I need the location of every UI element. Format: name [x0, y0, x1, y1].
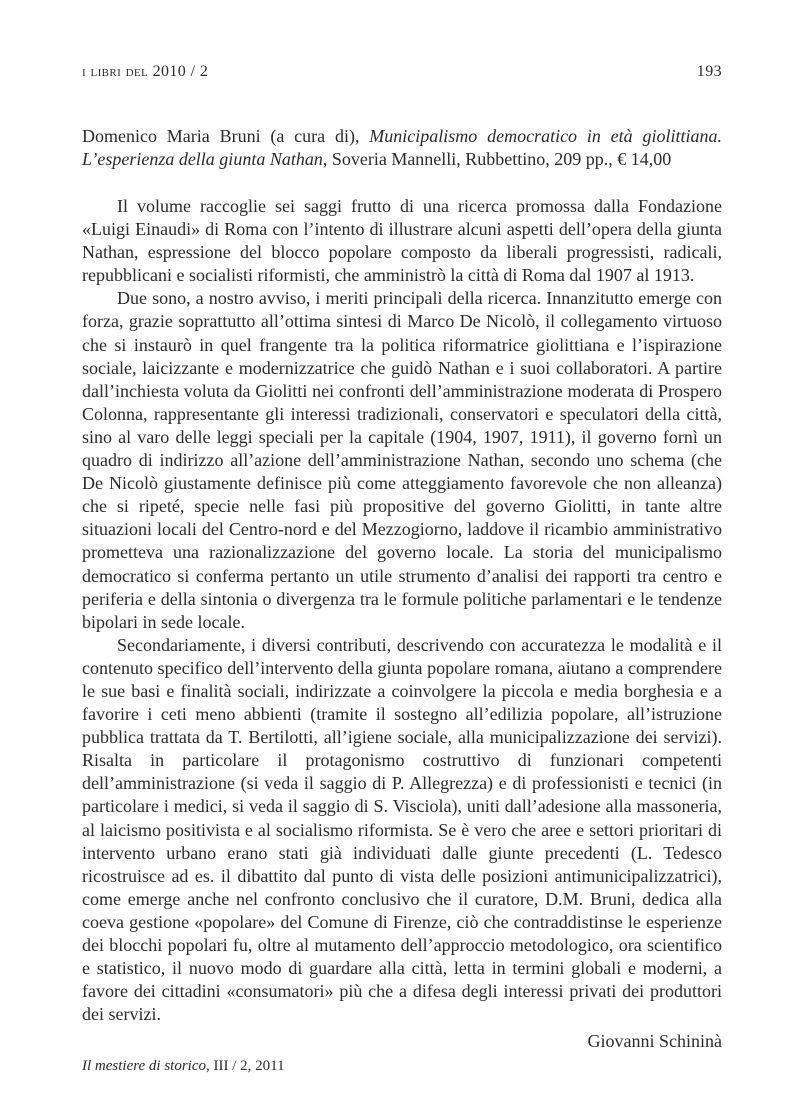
running-head-issue: 2010 / 2: [152, 63, 209, 80]
citation-title: Municipalismo democratico in età giolittiana. L’esperienza della giunta Nathan: [82, 126, 722, 169]
running-head-left: [82, 63, 208, 81]
review-body: [82, 195, 722, 1053]
running-head: [82, 63, 722, 87]
footer-journal: Il mestiere di storico: [82, 1058, 207, 1074]
review-paragraph: Due sono, a nostro avviso, i meriti principali della ricerca. Innanzitutto emerge con forza, grazie soprattutto all’ottima sintesi di Marco De Nicolò, il collegamento virtuoso che si instaurò in quel frangente tra la politica riformatrice giolittiana e l’ispirazione sociale, laicizzante e modernizzatrice che guidò Nathan e i suoi collaboratori. A partire dall’inchiesta voluta da Giolitti nei confronti dell’amministrazione moderata di Prospero Colonna, rappresentante gli interessi tradizionali, conservatori e speculatori della città, sino al varo delle leggi speciali per la capitale (1904, 1907, 1911), il governo fornì un quadro di indirizzo all’azione dell’amministrazione Nathan, secondo uno schema (che De Nicolò giustamente definisce più come atteggiamento favorevole che non alleanza) che si ripeté, specie nelle fasi più propositive del governo Giolitti, in tante altre situazioni locali del Centro-nord e del Mezzogiorno, laddove il ricambio amministrativo prometteva una razionalizzazione del governo locale. La storia del municipalismo democratico si conferma pertanto un utile strumento d’analisi dei rapporti tra centro e periferia e della sintonia o divergenza tra le formule politiche parlamentari e le tendenze bipolari in sede locale.: [82, 288, 722, 632]
citation-author: Domenico Maria Bruni (a cura di),: [82, 126, 370, 146]
footer-issue: , III / 2, 2011: [206, 1058, 285, 1074]
citation-publication: , Soveria Mannelli, Rubbettino, 209 pp., € 14,00: [322, 149, 672, 169]
review-paragraph: Il volume raccoglie sei saggi frutto di una ricerca promossa dalla Fondazione «Luigi Einaudi» di Roma con l’intento di illustrare alcuni aspetti dell’opera della giunta Nathan, espressione del blocco popolare composto da liberali progressisti, radicali, repubblicani e socialisti riformisti, che amministrò la città di Roma dal 1907 al 1913.: [82, 196, 722, 286]
running-head-title: i libri del: [82, 63, 149, 80]
page-footer: [82, 1058, 285, 1075]
review-author-signature: Giovanni Schininà: [587, 1031, 722, 1052]
page-number: 193: [696, 63, 722, 80]
review-paragraph: Secondariamente, i diversi contributi, descrivendo con accuratezza le modalità e il contenuto specifico dell’intervento della giunta popolare romana, aiutano a comprendere le sue basi e finalità sociali, indirizzate a coinvolgere la piccola e media borghesia e a favorire i ceti meno abbienti (tramite il sostegno all’edilizia popolare, all’istruzione pubblica trattata da T. Bertilotti, all’igiene sociale, alla municipalizzazione dei servizi). Risalta in particolare il protagonismo costruttivo di funzionari competenti dell’amministrazione (si veda il saggio di P. Allegrezza) e di professionisti e tecnici (in particolare i medici, si veda il saggio di S. Visciola), uniti dall’adesione alla massoneria, al laicismo positivista e al socialismo riformista. Se è vero che aree e settori prioritari di intervento urbano erano stati già individuati dalle giunte precedenti (L. Tedesco ricostruisce ad es. il dibattito dal punto di vista delle posizioni antimunicipalizzatrici), come emerge anche nel confronto conclusivo che il curatore, D.M. Bruni, dedica alla coeva gestione «popolare» del Comune di Firenze, ciò che contraddistinse le esperienze dei blocchi popolari fu, oltre al mutamento dell’approccio metodologico, ora scientifico e statistico, il nuovo modo di guardare alla città, letta in termini globali e moderni, a favore dei cittadini «consumatori» più che a difesa degli interessi privati dei produttori dei servizi.: [82, 634, 722, 1025]
book-citation: [82, 125, 722, 171]
